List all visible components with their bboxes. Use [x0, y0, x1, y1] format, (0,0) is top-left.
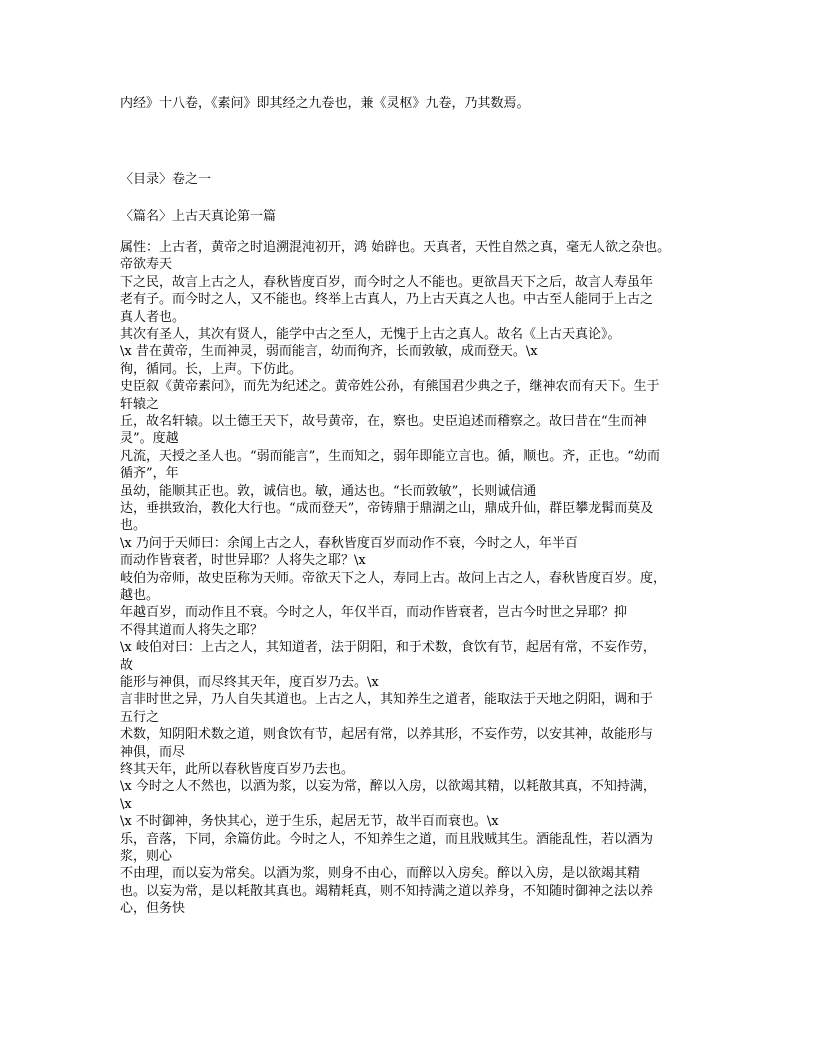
text-line: 循齐”，年	[120, 466, 179, 482]
text-line: 神俱，而尽	[120, 744, 186, 760]
text-line: 岐伯为帝师，故史臣称为天师。帝欲天下之人，寿同上古。故问上古之人，春秋皆度百岁。度，	[120, 570, 667, 586]
text-line: \x 不时御神，务快其心，逆于生乐，起居无节，故半百而衰也。\x	[120, 814, 499, 830]
text-line: 也。以妄为常，是以耗散其真也。竭精耗真，则不知持满之道以养身，不知随时御神之法以养	[120, 883, 654, 899]
text-line: 史臣叙《黄帝素问》，而先为纪述之。黄帝姓公孙，有熊国君少典之子，继神农而有天下。生于	[120, 379, 660, 395]
text-line: 浆，则心	[120, 849, 173, 864]
text-line: 也。	[120, 518, 147, 534]
text-line: 徇，循同。长，上声。下仿此。	[120, 361, 303, 377]
text-line: 下之民，故言上古之人，春秋皆度百岁，而今时之人不能也。更欲昌天下之后，故言人寿虽年	[120, 274, 654, 290]
text-line: \x 昔在黄帝，生而神灵，弱而能言，幼而徇齐，长而敦敏，成而登天。\x	[120, 344, 538, 360]
text-line: \x	[120, 796, 132, 812]
text-line: 属性：上古者，黄帝之时追溯混沌初开，鸿 始辟也。天真者，天性自然之真，毫无人欲之杂也。	[120, 240, 671, 255]
text-line: 其次有圣人，其次有贤人，能学中古之至人，无愧于上古之真人。故名《上古天真论》。	[120, 327, 621, 342]
text-line: 凡流，天授之圣人也。“弱而能言”，生而知之，弱年即能立言也。循，顺也。齐，正也。“幼而	[120, 448, 660, 464]
text-line: 不得其道而人将失之耶？	[120, 622, 264, 638]
text-line: 老有子。而今时之人，又不能也。终举上古真人，乃上古天真之人也。中古至人能同于上古之	[120, 292, 654, 308]
text-line: 丘，故名轩辕。以土德王天下，故号黄帝，在，察也。史臣追述而稽察之。故曰昔在“生而神	[120, 414, 647, 429]
text-line: \x 今时之人不然也，以酒为浆，以妄为常，醉以入房，以欲竭其精，以耗散其真，不知持满，	[120, 779, 656, 795]
text-line: \x 乃问于天师曰：余闻上古之人，春秋皆度百岁而动作不衰，今时之人，年半百	[120, 535, 578, 551]
text-line: 帝欲寿天	[120, 257, 173, 273]
text-line: 轩辕之	[120, 396, 160, 412]
text-line: 故	[120, 657, 134, 673]
text-line: 灵”。度越	[120, 431, 179, 447]
text-line: 心，但务快	[120, 901, 186, 917]
toc-heading: 〈目录〉卷之一	[120, 172, 212, 187]
text-line: 不由理，而以妄为常矣。以酒为浆，则身不由心，而醉以入房矣。醉以入房，是以欲竭其精	[120, 866, 641, 882]
chapter-heading: 〈篇名〉上古天真论第一篇	[120, 209, 277, 224]
text-line: 真人者也。	[120, 309, 186, 325]
text-line: \x 岐伯对曰：上古之人，其知道者，法于阴阳，和于术数，食饮有节，起居有常，不妄作劳，	[120, 640, 656, 656]
text-line: 达，垂拱致治，教化大行也。“成而登天”，帝铸鼎于鼎湖之山，鼎成升仙，群臣攀龙髯而莫及	[120, 501, 654, 516]
text-line: 终其天年，此所以春秋皆度百岁乃去也。	[120, 762, 355, 777]
text-line: 乐，音落，下同，余篇仿此。今时之人，不知养生之道，而且戕贼其生。酒能乱性，若以酒为	[120, 831, 654, 847]
text-line: 年越百岁，而动作且不衰。今时之人，年仅半百，而动作皆衰者，岂古今时世之异耶？抑	[120, 605, 628, 621]
text-line: 虽幼，能顺其正也。敦，诚信也。敏，通达也。“长而敦敏”，长则诚信通	[120, 483, 537, 499]
text-line: 能形与神俱，而尽终其天年，度百岁乃去。\x	[120, 675, 379, 690]
text-line: 越也。	[120, 588, 160, 603]
text-line: 术数，知阴阳术数之道，则食饮有节，起居有常，以养其形，不妄作劳，以安其神，故能形与	[120, 727, 654, 743]
text-line: 言非时世之异，乃人自失其道也。上古之人，其知养生之道者，能取法于天地之阴阳，调和于	[120, 692, 654, 708]
intro-line: 内经》十八卷，《素问》即其经之九卷也，兼《灵枢》九卷，乃其数焉。	[120, 96, 530, 111]
text-line: 而动作皆衰者，时世异耶？人将失之耶？\x	[120, 553, 366, 569]
text-line: 五行之	[120, 709, 160, 725]
